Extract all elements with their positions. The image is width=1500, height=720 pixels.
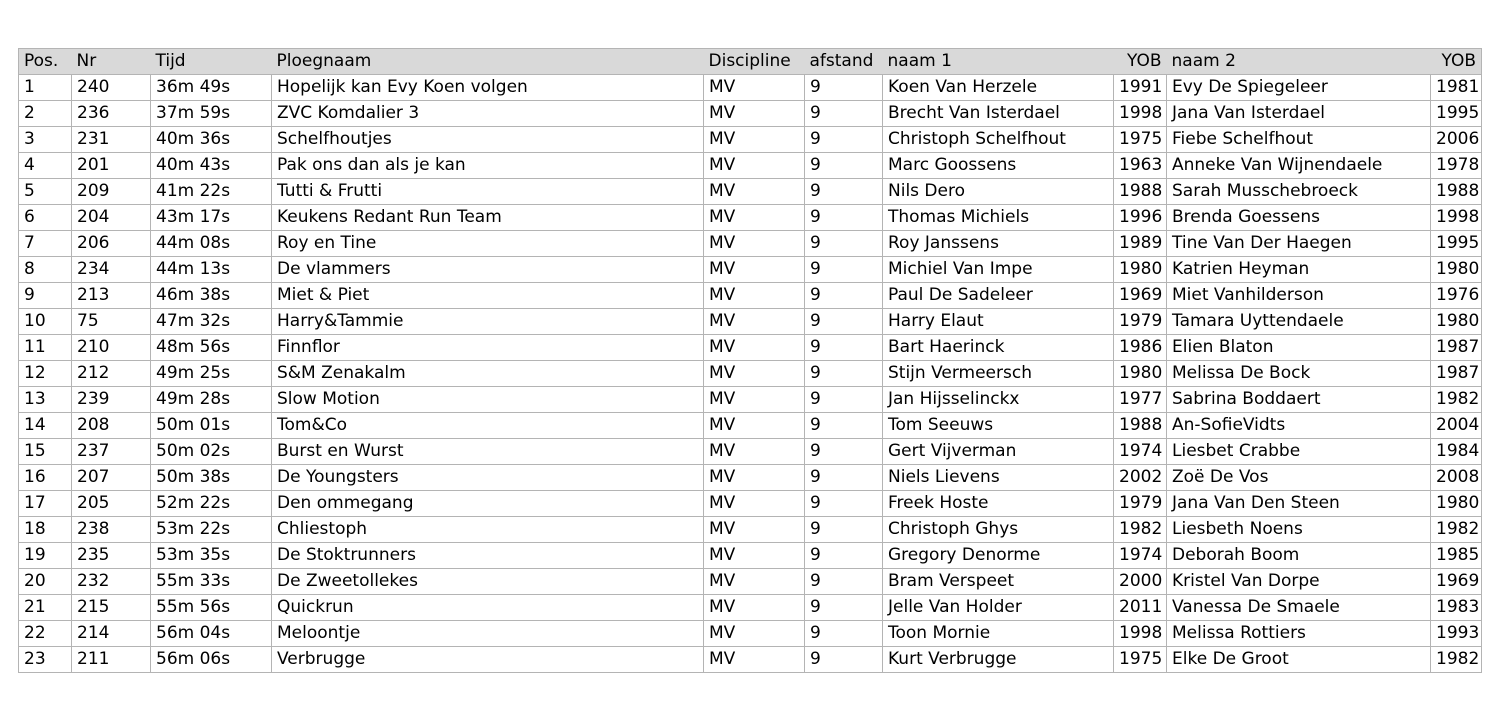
cell-discipline: MV (704, 387, 805, 413)
cell-naam1: Christoph Ghys (883, 517, 1114, 543)
cell-naam1: Kurt Verbrugge (883, 647, 1114, 673)
cell-tijd: 40m 36s (151, 127, 272, 153)
cell-tijd: 44m 13s (151, 257, 272, 283)
cell-naam2: Elke De Groot (1167, 647, 1431, 673)
cell-yob1: 1998 (1114, 621, 1167, 647)
cell-discipline: MV (704, 231, 805, 257)
cell-yob1: 1969 (1114, 283, 1167, 309)
cell-pos: 7 (19, 231, 72, 257)
cell-naam2: Liesbet Crabbe (1167, 439, 1431, 465)
cell-afstand: 9 (805, 179, 883, 205)
cell-discipline: MV (704, 361, 805, 387)
cell-tijd: 44m 08s (151, 231, 272, 257)
table-row (19, 231, 1482, 257)
table-row (19, 257, 1482, 283)
cell-naam2: Kristel Van Dorpe (1167, 569, 1431, 595)
cell-yob2: 1980 (1431, 309, 1482, 335)
cell-tijd: 53m 35s (151, 543, 272, 569)
cell-nr: 231 (72, 127, 151, 153)
cell-yob1: 2000 (1114, 569, 1167, 595)
table-row (19, 465, 1482, 491)
cell-naam2: Elien Blaton (1167, 335, 1431, 361)
table-row (19, 569, 1482, 595)
cell-naam2: Jana Van Den Steen (1167, 491, 1431, 517)
table-row (19, 439, 1482, 465)
cell-ploegnaam: Verbrugge (272, 647, 704, 673)
cell-discipline: MV (704, 335, 805, 361)
cell-tijd: 40m 43s (151, 153, 272, 179)
cell-yob2: 1993 (1431, 621, 1482, 647)
cell-pos: 22 (19, 621, 72, 647)
cell-yob1: 1979 (1114, 309, 1167, 335)
cell-pos: 2 (19, 101, 72, 127)
cell-ploegnaam: Hopelijk kan Evy Koen volgen (272, 75, 704, 101)
cell-afstand: 9 (805, 387, 883, 413)
cell-yob1: 2002 (1114, 465, 1167, 491)
column-header-pos: Pos. (19, 49, 72, 75)
cell-yob2: 1982 (1431, 517, 1482, 543)
cell-naam1: Jelle Van Holder (883, 595, 1114, 621)
cell-nr: 75 (72, 309, 151, 335)
cell-naam1: Gregory Denorme (883, 543, 1114, 569)
cell-tijd: 55m 33s (151, 569, 272, 595)
cell-yob2: 1980 (1431, 491, 1482, 517)
cell-pos: 1 (19, 75, 72, 101)
cell-afstand: 9 (805, 335, 883, 361)
cell-ploegnaam: De Stoktrunners (272, 543, 704, 569)
cell-tijd: 55m 56s (151, 595, 272, 621)
cell-discipline: MV (704, 309, 805, 335)
cell-yob2: 1978 (1431, 153, 1482, 179)
cell-afstand: 9 (805, 413, 883, 439)
cell-nr: 207 (72, 465, 151, 491)
cell-naam2: Brenda Goessens (1167, 205, 1431, 231)
cell-afstand: 9 (805, 361, 883, 387)
cell-ploegnaam: Den ommegang (272, 491, 704, 517)
cell-naam1: Marc Goossens (883, 153, 1114, 179)
cell-nr: 205 (72, 491, 151, 517)
cell-yob1: 1963 (1114, 153, 1167, 179)
cell-afstand: 9 (805, 309, 883, 335)
cell-nr: 210 (72, 335, 151, 361)
cell-yob2: 1998 (1431, 205, 1482, 231)
table-header (19, 49, 1482, 75)
cell-nr: 232 (72, 569, 151, 595)
cell-pos: 14 (19, 413, 72, 439)
cell-discipline: MV (704, 491, 805, 517)
cell-tijd: 50m 02s (151, 439, 272, 465)
cell-discipline: MV (704, 283, 805, 309)
cell-discipline: MV (704, 179, 805, 205)
column-header-tijd: Tijd (151, 49, 272, 75)
cell-naam2: Anneke Van Wijnendaele (1167, 153, 1431, 179)
cell-afstand: 9 (805, 101, 883, 127)
cell-yob2: 2008 (1431, 465, 1482, 491)
cell-pos: 9 (19, 283, 72, 309)
cell-naam1: Paul De Sadeleer (883, 283, 1114, 309)
cell-pos: 21 (19, 595, 72, 621)
cell-discipline: MV (704, 439, 805, 465)
cell-yob1: 1996 (1114, 205, 1167, 231)
cell-ploegnaam: De Zweetollekes (272, 569, 704, 595)
cell-afstand: 9 (805, 257, 883, 283)
cell-discipline: MV (704, 543, 805, 569)
cell-ploegnaam: Burst en Wurst (272, 439, 704, 465)
cell-naam1: Freek Hoste (883, 491, 1114, 517)
column-header-afstand: afstand (805, 49, 883, 75)
cell-nr: 201 (72, 153, 151, 179)
table-row (19, 595, 1482, 621)
cell-naam1: Koen Van Herzele (883, 75, 1114, 101)
table-row (19, 517, 1482, 543)
cell-afstand: 9 (805, 439, 883, 465)
cell-naam2: Melissa De Bock (1167, 361, 1431, 387)
table-row (19, 543, 1482, 569)
column-header-ploegnaam: Ploegnaam (272, 49, 704, 75)
cell-afstand: 9 (805, 127, 883, 153)
cell-yob1: 1977 (1114, 387, 1167, 413)
cell-tijd: 48m 56s (151, 335, 272, 361)
cell-nr: 238 (72, 517, 151, 543)
cell-tijd: 49m 28s (151, 387, 272, 413)
cell-naam2: Liesbeth Noens (1167, 517, 1431, 543)
cell-naam1: Nils Dero (883, 179, 1114, 205)
cell-tijd: 56m 04s (151, 621, 272, 647)
cell-yob1: 1975 (1114, 127, 1167, 153)
cell-ploegnaam: Slow Motion (272, 387, 704, 413)
cell-naam1: Toon Mornie (883, 621, 1114, 647)
cell-yob2: 1987 (1431, 335, 1482, 361)
cell-afstand: 9 (805, 283, 883, 309)
cell-ploegnaam: Pak ons dan als je kan (272, 153, 704, 179)
table-row (19, 205, 1482, 231)
cell-nr: 212 (72, 361, 151, 387)
cell-naam1: Brecht Van Isterdael (883, 101, 1114, 127)
cell-yob2: 1985 (1431, 543, 1482, 569)
cell-afstand: 9 (805, 569, 883, 595)
cell-ploegnaam: Harry&Tammie (272, 309, 704, 335)
cell-pos: 18 (19, 517, 72, 543)
table-row (19, 283, 1482, 309)
results-table (18, 48, 1482, 673)
cell-discipline: MV (704, 75, 805, 101)
cell-yob1: 1982 (1114, 517, 1167, 543)
cell-naam1: Jan Hijsselinckx (883, 387, 1114, 413)
cell-nr: 206 (72, 231, 151, 257)
cell-pos: 16 (19, 465, 72, 491)
cell-ploegnaam: De vlammers (272, 257, 704, 283)
cell-naam2: Miet Vanhilderson (1167, 283, 1431, 309)
cell-tijd: 36m 49s (151, 75, 272, 101)
cell-yob2: 1988 (1431, 179, 1482, 205)
table-row (19, 179, 1482, 205)
cell-pos: 23 (19, 647, 72, 673)
table-row (19, 387, 1482, 413)
cell-afstand: 9 (805, 491, 883, 517)
cell-nr: 234 (72, 257, 151, 283)
cell-pos: 8 (19, 257, 72, 283)
cell-yob1: 1975 (1114, 647, 1167, 673)
cell-discipline: MV (704, 647, 805, 673)
cell-yob1: 1980 (1114, 361, 1167, 387)
cell-tijd: 43m 17s (151, 205, 272, 231)
cell-naam1: Bram Verspeet (883, 569, 1114, 595)
cell-yob2: 2006 (1431, 127, 1482, 153)
cell-yob1: 1988 (1114, 413, 1167, 439)
cell-ploegnaam: ZVC Komdalier 3 (272, 101, 704, 127)
cell-nr: 240 (72, 75, 151, 101)
cell-yob2: 1995 (1431, 231, 1482, 257)
cell-tijd: 50m 01s (151, 413, 272, 439)
cell-naam2: Sarah Musschebroeck (1167, 179, 1431, 205)
cell-tijd: 52m 22s (151, 491, 272, 517)
cell-afstand: 9 (805, 621, 883, 647)
cell-discipline: MV (704, 413, 805, 439)
cell-ploegnaam: Finnflor (272, 335, 704, 361)
cell-naam2: An-SofieVidts (1167, 413, 1431, 439)
cell-ploegnaam: Keukens Redant Run Team (272, 205, 704, 231)
cell-discipline: MV (704, 465, 805, 491)
cell-afstand: 9 (805, 205, 883, 231)
cell-naam2: Sabrina Boddaert (1167, 387, 1431, 413)
cell-pos: 11 (19, 335, 72, 361)
cell-yob1: 1980 (1114, 257, 1167, 283)
cell-yob1: 1998 (1114, 101, 1167, 127)
cell-yob1: 1979 (1114, 491, 1167, 517)
cell-yob2: 1995 (1431, 101, 1482, 127)
cell-discipline: MV (704, 517, 805, 543)
cell-ploegnaam: Schelfhoutjes (272, 127, 704, 153)
cell-nr: 204 (72, 205, 151, 231)
cell-naam2: Vanessa De Smaele (1167, 595, 1431, 621)
cell-yob2: 1976 (1431, 283, 1482, 309)
cell-nr: 239 (72, 387, 151, 413)
cell-tijd: 46m 38s (151, 283, 272, 309)
cell-nr: 213 (72, 283, 151, 309)
cell-ploegnaam: Roy en Tine (272, 231, 704, 257)
cell-discipline: MV (704, 621, 805, 647)
cell-tijd: 53m 22s (151, 517, 272, 543)
cell-tijd: 47m 32s (151, 309, 272, 335)
column-header-discipline: Discipline (704, 49, 805, 75)
cell-ploegnaam: Chliestoph (272, 517, 704, 543)
cell-yob2: 1987 (1431, 361, 1482, 387)
table-row (19, 361, 1482, 387)
cell-naam1: Bart Haerinck (883, 335, 1114, 361)
cell-afstand: 9 (805, 75, 883, 101)
cell-naam1: Gert Vijverman (883, 439, 1114, 465)
cell-yob2: 1969 (1431, 569, 1482, 595)
cell-afstand: 9 (805, 543, 883, 569)
cell-yob2: 1980 (1431, 257, 1482, 283)
cell-tijd: 41m 22s (151, 179, 272, 205)
cell-tijd: 49m 25s (151, 361, 272, 387)
table-row (19, 335, 1482, 361)
cell-pos: 20 (19, 569, 72, 595)
cell-ploegnaam: Meloontje (272, 621, 704, 647)
cell-naam1: Michiel Van Impe (883, 257, 1114, 283)
cell-pos: 17 (19, 491, 72, 517)
cell-ploegnaam: Miet & Piet (272, 283, 704, 309)
cell-tijd: 50m 38s (151, 465, 272, 491)
column-header-naam1: naam 1 (883, 49, 1114, 75)
cell-yob1: 1988 (1114, 179, 1167, 205)
cell-naam2: Deborah Boom (1167, 543, 1431, 569)
cell-nr: 214 (72, 621, 151, 647)
cell-naam2: Zoë De Vos (1167, 465, 1431, 491)
cell-ploegnaam: Tutti & Frutti (272, 179, 704, 205)
cell-yob2: 1984 (1431, 439, 1482, 465)
cell-pos: 12 (19, 361, 72, 387)
cell-nr: 211 (72, 647, 151, 673)
cell-yob2: 1983 (1431, 595, 1482, 621)
cell-afstand: 9 (805, 231, 883, 257)
cell-afstand: 9 (805, 465, 883, 491)
cell-naam2: Evy De Spiegeleer (1167, 75, 1431, 101)
cell-pos: 15 (19, 439, 72, 465)
cell-naam2: Jana Van Isterdael (1167, 101, 1431, 127)
cell-discipline: MV (704, 595, 805, 621)
cell-yob2: 2004 (1431, 413, 1482, 439)
cell-naam1: Roy Janssens (883, 231, 1114, 257)
cell-nr: 235 (72, 543, 151, 569)
column-header-nr: Nr (72, 49, 151, 75)
cell-yob2: 1982 (1431, 647, 1482, 673)
cell-naam1: Niels Lievens (883, 465, 1114, 491)
cell-yob1: 1974 (1114, 543, 1167, 569)
cell-yob1: 1991 (1114, 75, 1167, 101)
cell-naam1: Harry Elaut (883, 309, 1114, 335)
cell-ploegnaam: Quickrun (272, 595, 704, 621)
cell-discipline: MV (704, 257, 805, 283)
table-body (19, 75, 1482, 673)
cell-discipline: MV (704, 101, 805, 127)
cell-pos: 13 (19, 387, 72, 413)
cell-nr: 236 (72, 101, 151, 127)
column-header-yob1: YOB (1114, 49, 1167, 75)
cell-afstand: 9 (805, 517, 883, 543)
table-row (19, 101, 1482, 127)
cell-naam2: Melissa Rottiers (1167, 621, 1431, 647)
cell-nr: 237 (72, 439, 151, 465)
table-row (19, 647, 1482, 673)
cell-nr: 208 (72, 413, 151, 439)
cell-pos: 3 (19, 127, 72, 153)
cell-tijd: 56m 06s (151, 647, 272, 673)
cell-yob1: 2011 (1114, 595, 1167, 621)
cell-afstand: 9 (805, 595, 883, 621)
cell-naam1: Thomas Michiels (883, 205, 1114, 231)
cell-pos: 10 (19, 309, 72, 335)
table-row (19, 127, 1482, 153)
cell-afstand: 9 (805, 153, 883, 179)
cell-pos: 19 (19, 543, 72, 569)
cell-naam2: Katrien Heyman (1167, 257, 1431, 283)
cell-pos: 4 (19, 153, 72, 179)
cell-discipline: MV (704, 569, 805, 595)
column-header-naam2: naam 2 (1167, 49, 1431, 75)
cell-naam2: Tamara Uyttendaele (1167, 309, 1431, 335)
cell-tijd: 37m 59s (151, 101, 272, 127)
cell-yob1: 1989 (1114, 231, 1167, 257)
cell-naam2: Tine Van Der Haegen (1167, 231, 1431, 257)
table-row (19, 75, 1482, 101)
cell-nr: 209 (72, 179, 151, 205)
cell-yob2: 1981 (1431, 75, 1482, 101)
cell-yob1: 1974 (1114, 439, 1167, 465)
cell-discipline: MV (704, 205, 805, 231)
table-row (19, 153, 1482, 179)
cell-nr: 215 (72, 595, 151, 621)
cell-pos: 5 (19, 179, 72, 205)
table-row (19, 309, 1482, 335)
cell-ploegnaam: De Youngsters (272, 465, 704, 491)
cell-yob2: 1982 (1431, 387, 1482, 413)
cell-ploegnaam: Tom&Co (272, 413, 704, 439)
table-row (19, 621, 1482, 647)
cell-naam2: Fiebe Schelfhout (1167, 127, 1431, 153)
cell-discipline: MV (704, 127, 805, 153)
cell-naam1: Christoph Schelfhout (883, 127, 1114, 153)
header-row (19, 49, 1482, 75)
cell-pos: 6 (19, 205, 72, 231)
table-row (19, 413, 1482, 439)
cell-ploegnaam: S&M Zenakalm (272, 361, 704, 387)
column-header-yob2: YOB (1431, 49, 1482, 75)
cell-yob1: 1986 (1114, 335, 1167, 361)
cell-naam1: Tom Seeuws (883, 413, 1114, 439)
cell-naam1: Stijn Vermeersch (883, 361, 1114, 387)
cell-discipline: MV (704, 153, 805, 179)
table-row (19, 491, 1482, 517)
cell-afstand: 9 (805, 647, 883, 673)
